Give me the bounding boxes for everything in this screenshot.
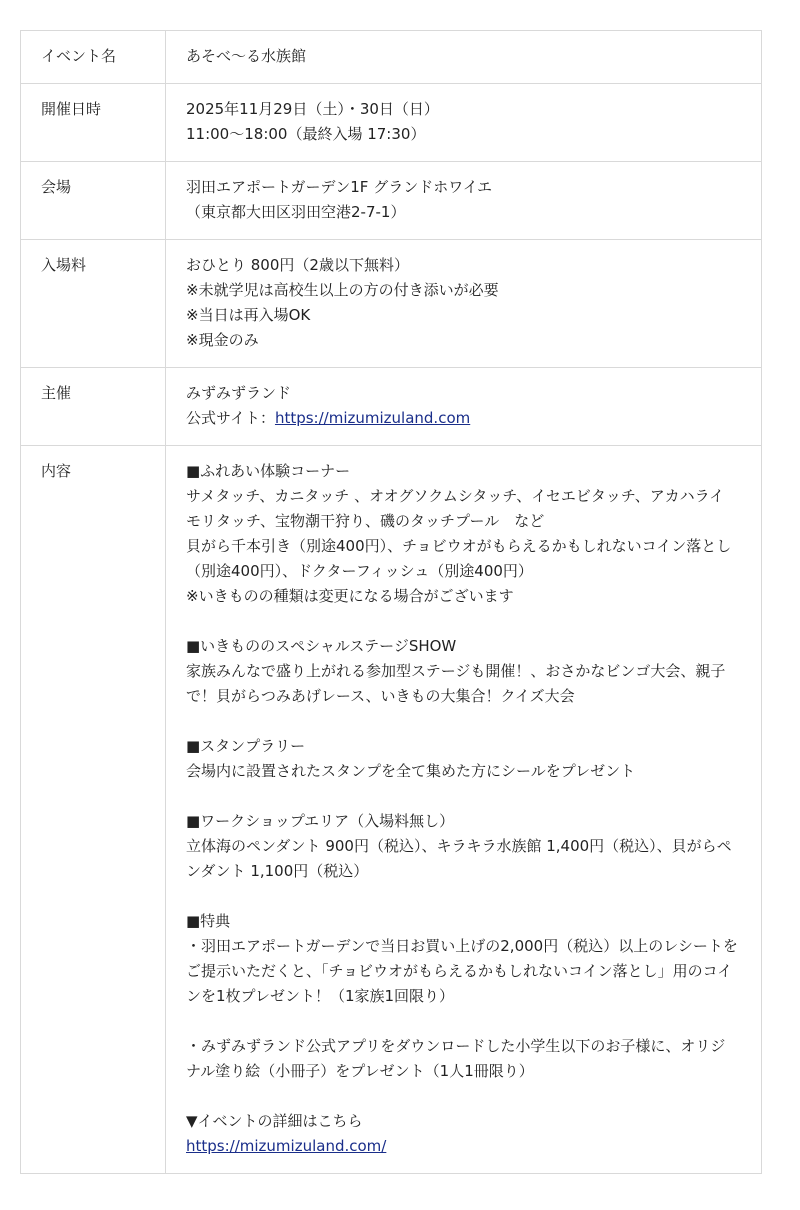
organizer-label: 主催 [21,368,166,446]
contents-text: ・羽田エアポートガーデンで当日お買い上げの2,000円（税込）以上のレシートをご提示いただくと、「チョビウオがもらえるかもしれないコイン落とし」用のコインを1枚プレゼント！（1家族1回限り） [186,937,738,1005]
contents-text: 立体海のペンダント 900円（税込）、キラキラ水族館 1,400円（税込）、貝がらペンダント 1,100円（税込） [186,837,732,880]
official-site-prefix: 公式サイト： [186,409,275,427]
admission-price-text: おひとり 800円（2歳以下無料） [186,256,409,274]
row-admission [21,240,762,368]
contents-value [166,446,762,1174]
blank-line [186,884,739,909]
section-heading: ■ふれあい体験コーナー [186,462,351,480]
contents-text: サメタッチ、カニタッチ 、オオグソクムシタッチ、イセエビタッチ、アカハライモリタッチ、宝物潮干狩り、磯のタッチプール など [186,487,725,530]
date-time-label: 開催日時 [21,84,166,162]
date-time-value [166,84,762,162]
event-details-link[interactable]: https://mizumizuland.com/ [186,1137,387,1155]
admission-label: 入場料 [21,240,166,368]
section-heading: ■いきもののスペシャルステージSHOW [186,637,457,655]
contents-text: ・みずみずランド公式アプリをダウンロードした小学生以下のお子様に、オリジナル塗り絵（小冊子）をプレゼント（1人1冊限り） [186,1037,726,1080]
venue-label: 会場 [21,162,166,240]
blank-line [186,609,739,634]
contents-note: ※いきものの種類は変更になる場合がございます [186,587,514,605]
organizer-value [166,368,762,446]
row-organizer [21,368,762,446]
section-heading: ■スタンプラリー [186,737,306,755]
time-text: 11:00〜18:00（最終入場 17:30） [186,125,426,143]
venue-value [166,162,762,240]
contents-text: 貝がら千本引き（別途400円）、チョビウオがもらえるかもしれないコイン落とし（別途400円）、ドクターフィッシュ（別途400円） [186,537,732,580]
organizer-name-text: みずみずランド [186,384,292,402]
event-name-label: イベント名 [21,31,166,84]
event-info-table [20,30,762,1174]
admission-value [166,240,762,368]
admission-note-text: ※現金のみ [186,331,259,349]
admission-note-text: ※当日は再入場OK [186,306,311,324]
row-contents [21,446,762,1174]
event-name-value [166,31,762,84]
row-date-time [21,84,762,162]
section-heading: ■ワークショップエリア（入場料無し） [186,812,455,830]
blank-line [186,709,739,734]
blank-line [186,1084,739,1109]
row-venue [21,162,762,240]
details-heading: ▼イベントの詳細はこちら [186,1112,363,1130]
contents-label: 内容 [21,446,166,1174]
venue-name-text: 羽田エアポートガーデン1F グランドホワイエ [186,178,493,196]
date-text: 2025年11月29日（土）・30日（日） [186,100,439,118]
official-site-link[interactable]: https://mizumizuland.com [274,409,471,427]
blank-line [186,1009,739,1034]
official-site-line [186,406,739,431]
venue-address-text: （東京都大田区羽田空港2-7-1） [186,203,406,221]
event-name-text: あそべ〜る水族館 [186,47,307,65]
blank-line [186,784,739,809]
admission-note-text: ※未就学児は高校生以上の方の付き添いが必要 [186,281,499,299]
contents-text: 会場内に設置されたスタンプを全て集めた方にシールをプレゼント [186,762,636,780]
details-link-line [186,1134,739,1159]
section-heading: ■特典 [186,912,231,930]
contents-text: 家族みんなで盛り上がれる参加型ステージも開催！、おさかなビンゴ大会、親子で！貝がらつみあげレース、いきもの大集合！クイズ大会 [186,662,726,705]
row-event-name [21,31,762,84]
